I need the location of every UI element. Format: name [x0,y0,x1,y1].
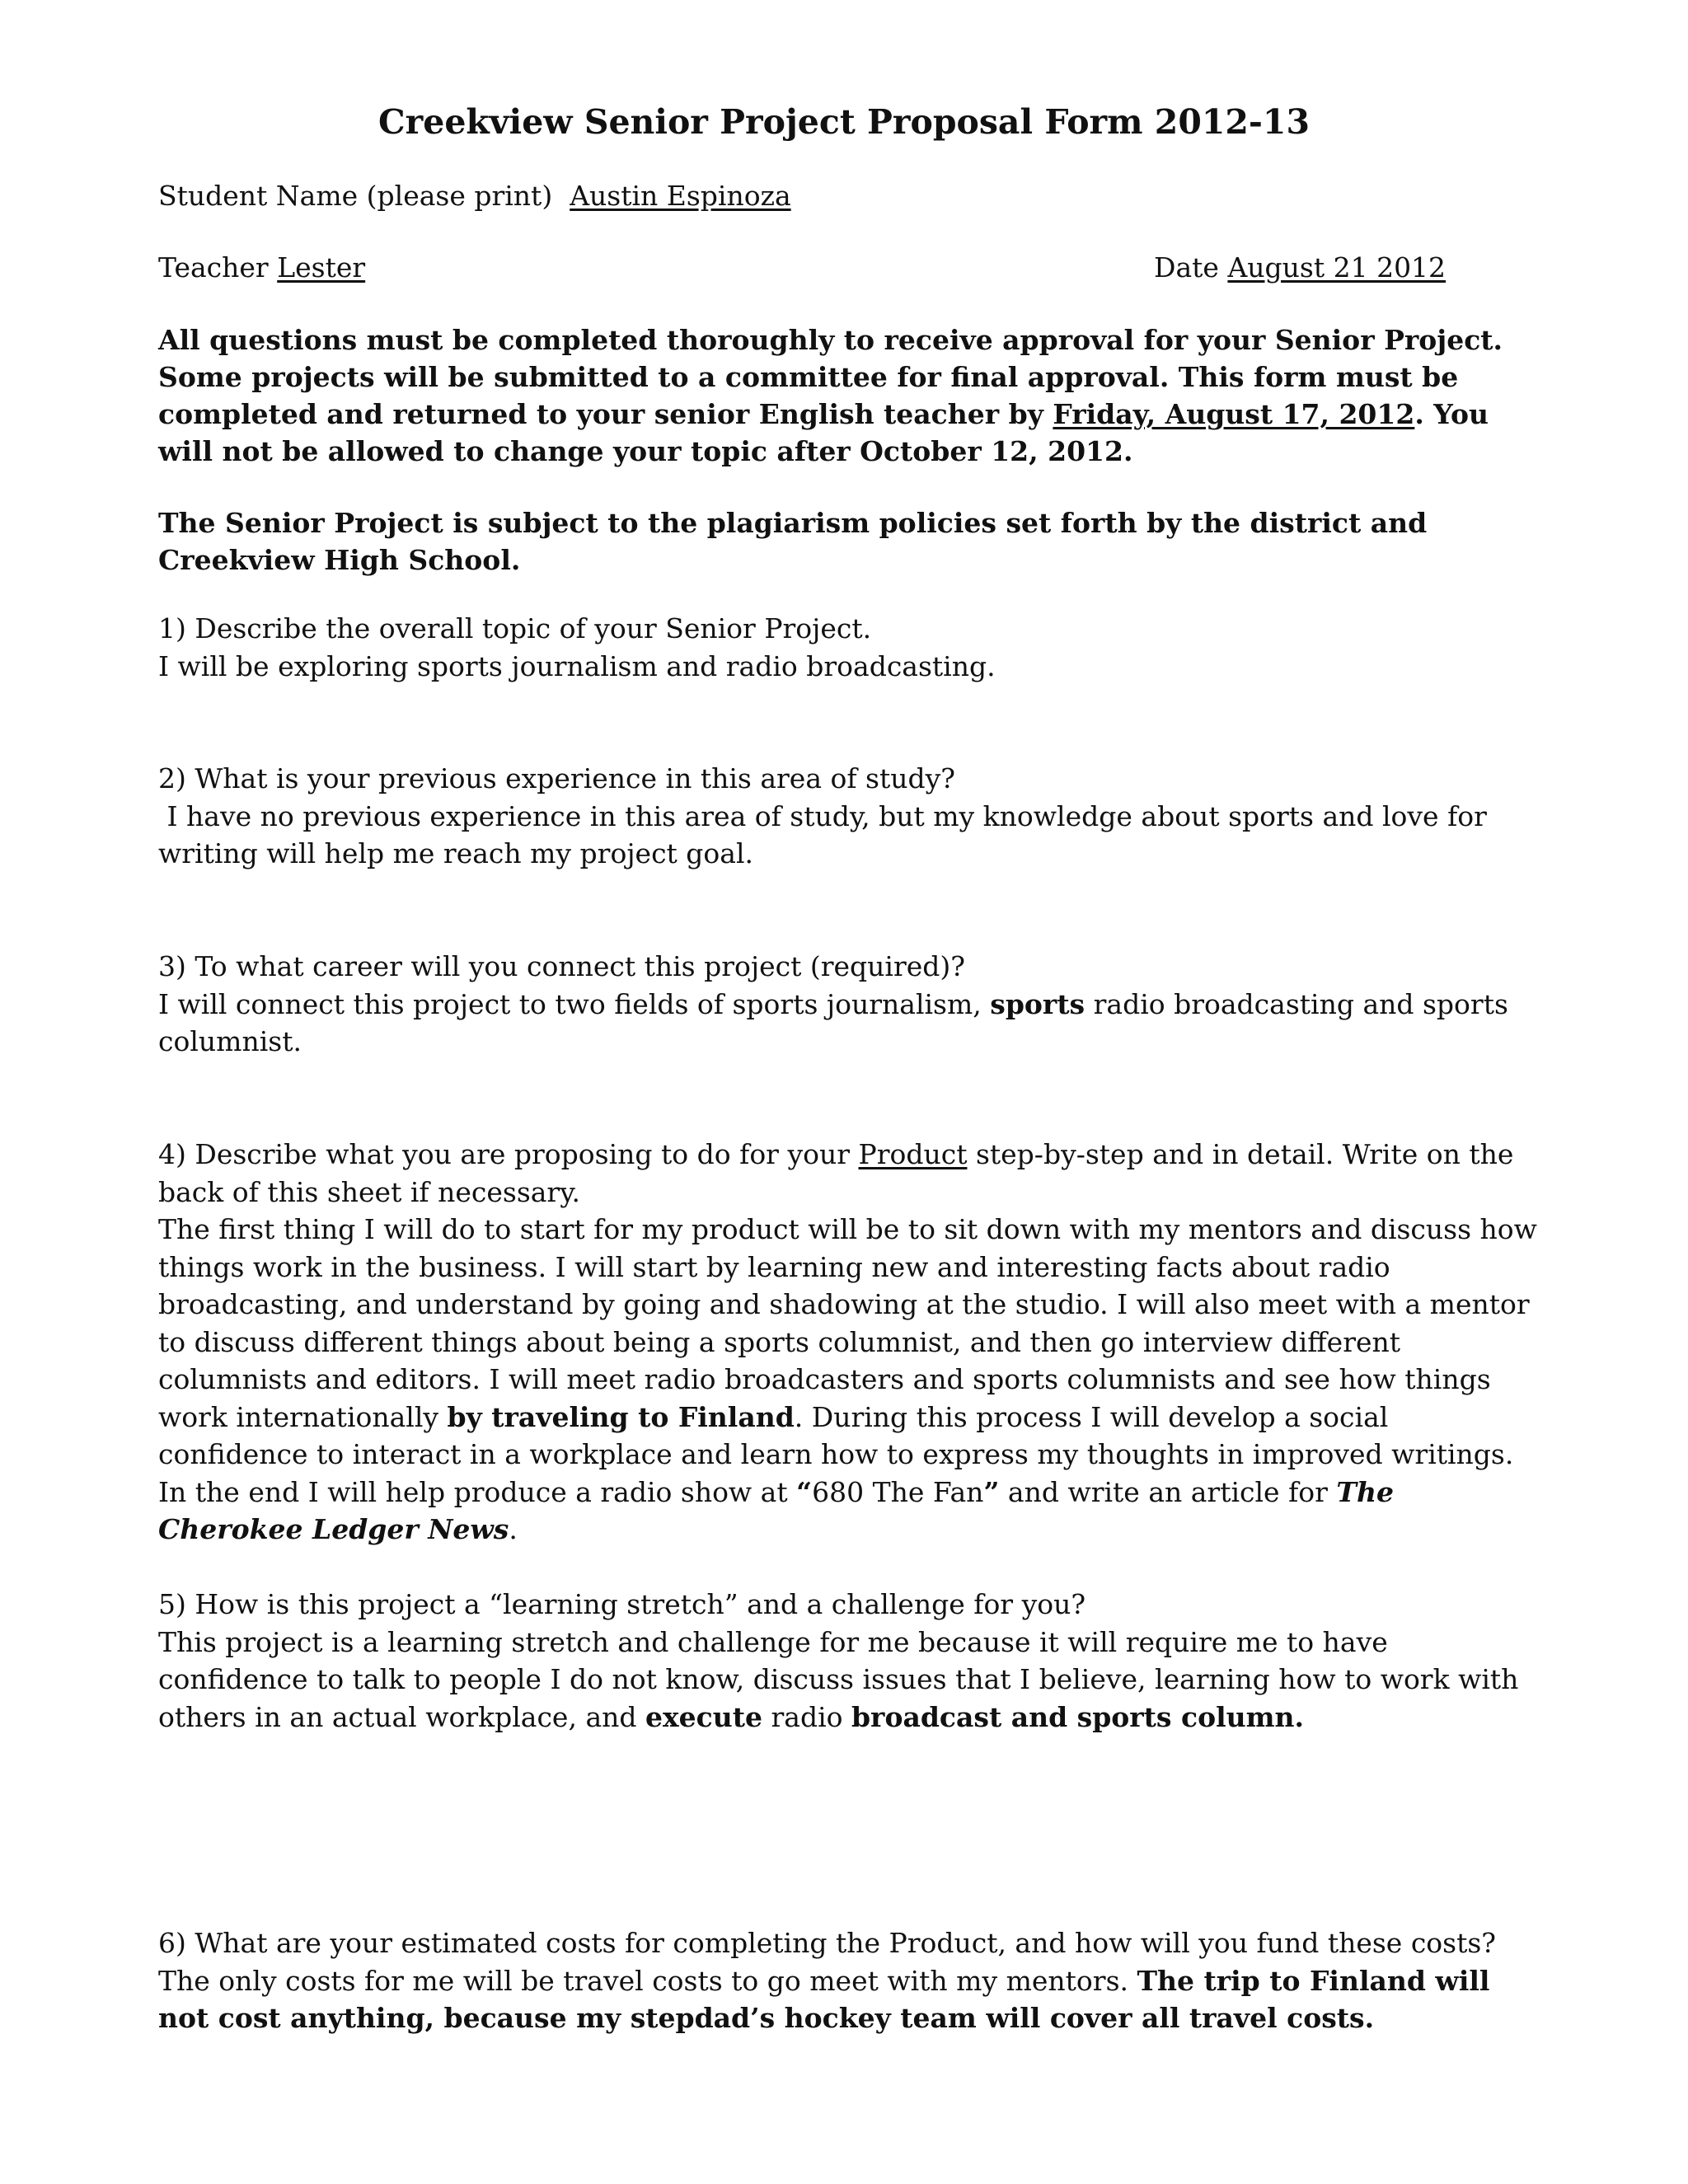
question-5: 5) How is this project a “learning stretch” and a challenge for you? [158,1588,1086,1620]
question-4 [158,1136,1543,1211]
answer-5-bold-1: execute [645,1700,762,1733]
answer-4-text: The first thing I will do to start for my product will be to sit down with my mentors and discuss how things work in the business. I will start by learning new and interesting facts about radio broadcasting, and understand by going and shadowing at the studio. I will also meet with a mentor to discuss different things about being a sports columnist, and then go interview different columnists and editors. I will meet radio broadcasters and sports columnists and see how things work internationally [158,1213,1537,1433]
answer-4-text-2: . During this process I will develop a social confidence to interact in a workplace and learn how to express my thoughts in improved writings. In the end I will help produce a radio show at [158,1400,1514,1508]
question-2: 2) What is your previous experience in this area of study? [158,762,955,794]
answer-5-bold-2: broadcast and sports column. [851,1700,1305,1733]
plagiarism-notice: The Senior Project is subject to the plagiarism policies set forth by the district and Creekview High School. [158,507,1428,576]
student-name-row [158,177,791,215]
answer-4-quote-open: “ [796,1475,813,1508]
teacher-value: Lester [277,251,366,284]
student-name-value: Austin Espinoza [570,180,791,212]
answer-3-text-end: radio broadcasting and sports columnist. [158,987,1508,1057]
instructions-paragraph [158,321,1543,470]
answer-3-bold: sports [990,987,1085,1020]
date-label: Date [1154,251,1219,284]
date-row [1154,249,1446,287]
question-6: 6) What are your estimated costs for completing the Product, and how will you fund these costs? [158,1927,1496,1959]
question-4-product: Product [858,1138,968,1170]
answer-4-bold: by traveling to Finland [447,1400,795,1433]
answer-1: I will be exploring sports journalism and radio broadcasting. [158,649,996,682]
answer-5 [158,1624,1543,1736]
question-5-block [158,1586,1543,1736]
date-value: August 21 2012 [1227,251,1447,284]
answer-4-text-end: . [509,1513,518,1545]
answer-4 [158,1211,1543,1549]
submission-deadline: Friday, August 17, 2012 [1053,398,1415,430]
answer-6-text: The only costs for me will be travel costs to go meet with my mentors. [158,1964,1137,1997]
answer-5-text: This project is a learning stretch and challenge for me because it will require me to have confidence to talk to people I do not know, discuss issues that I believe, learning how to work with others in an actual workplace, and [158,1625,1519,1733]
answer-3-text: I will connect this project to two fields of sports journalism, [158,987,991,1020]
instructions-text-end: . You will not be allowed to change your topic after October 12, 2012. [158,398,1489,467]
question-4-text-end: step-by-step and in detail. Write on the back of this sheet if necessary. [158,1138,1514,1208]
question-3: 3) To what career will you connect this project (required)? [158,950,965,982]
question-2-block [158,760,1543,873]
question-6-block [158,1924,1543,2037]
answer-3 [158,986,1543,1061]
answer-5-text-2: radio [762,1700,851,1733]
form-title: Creekview Senior Project Proposal Form 2012-13 [378,102,1310,142]
teacher-label: Teacher [158,251,269,284]
question-4-block [158,1136,1543,1549]
answer-4-station: 680 The Fan [812,1475,984,1508]
answer-4-text-3: and write an article for [999,1475,1337,1508]
answer-4-quote-close: ” [983,1475,1000,1508]
answer-4-newspaper: The Cherokee Ledger News [158,1475,1394,1545]
question-4-text: 4) Describe what you are proposing to do for your [158,1138,859,1170]
instructions-text: All questions must be completed thoroughly to receive approval for your Senior Project. Some projects will be submitted to a committee for final approval. This form must be completed and returned to your senior English teacher by [158,324,1503,430]
student-name-label: Student Name (please print) [158,180,553,212]
answer-6 [158,1962,1543,2037]
answer-2: I have no previous experience in this area of study, but my knowledge about sports and love for writing will help me reach my project goal. [158,799,1496,869]
question-1: 1) Describe the overall topic of your Senior Project. [158,612,872,644]
answer-6-bold: The trip to Finland will not cost anything, because my stepdad’s hockey team will cover all travel costs. [158,1964,1490,2034]
question-3-block [158,948,1543,1061]
teacher-row [158,249,365,287]
question-1-block [158,610,1543,685]
